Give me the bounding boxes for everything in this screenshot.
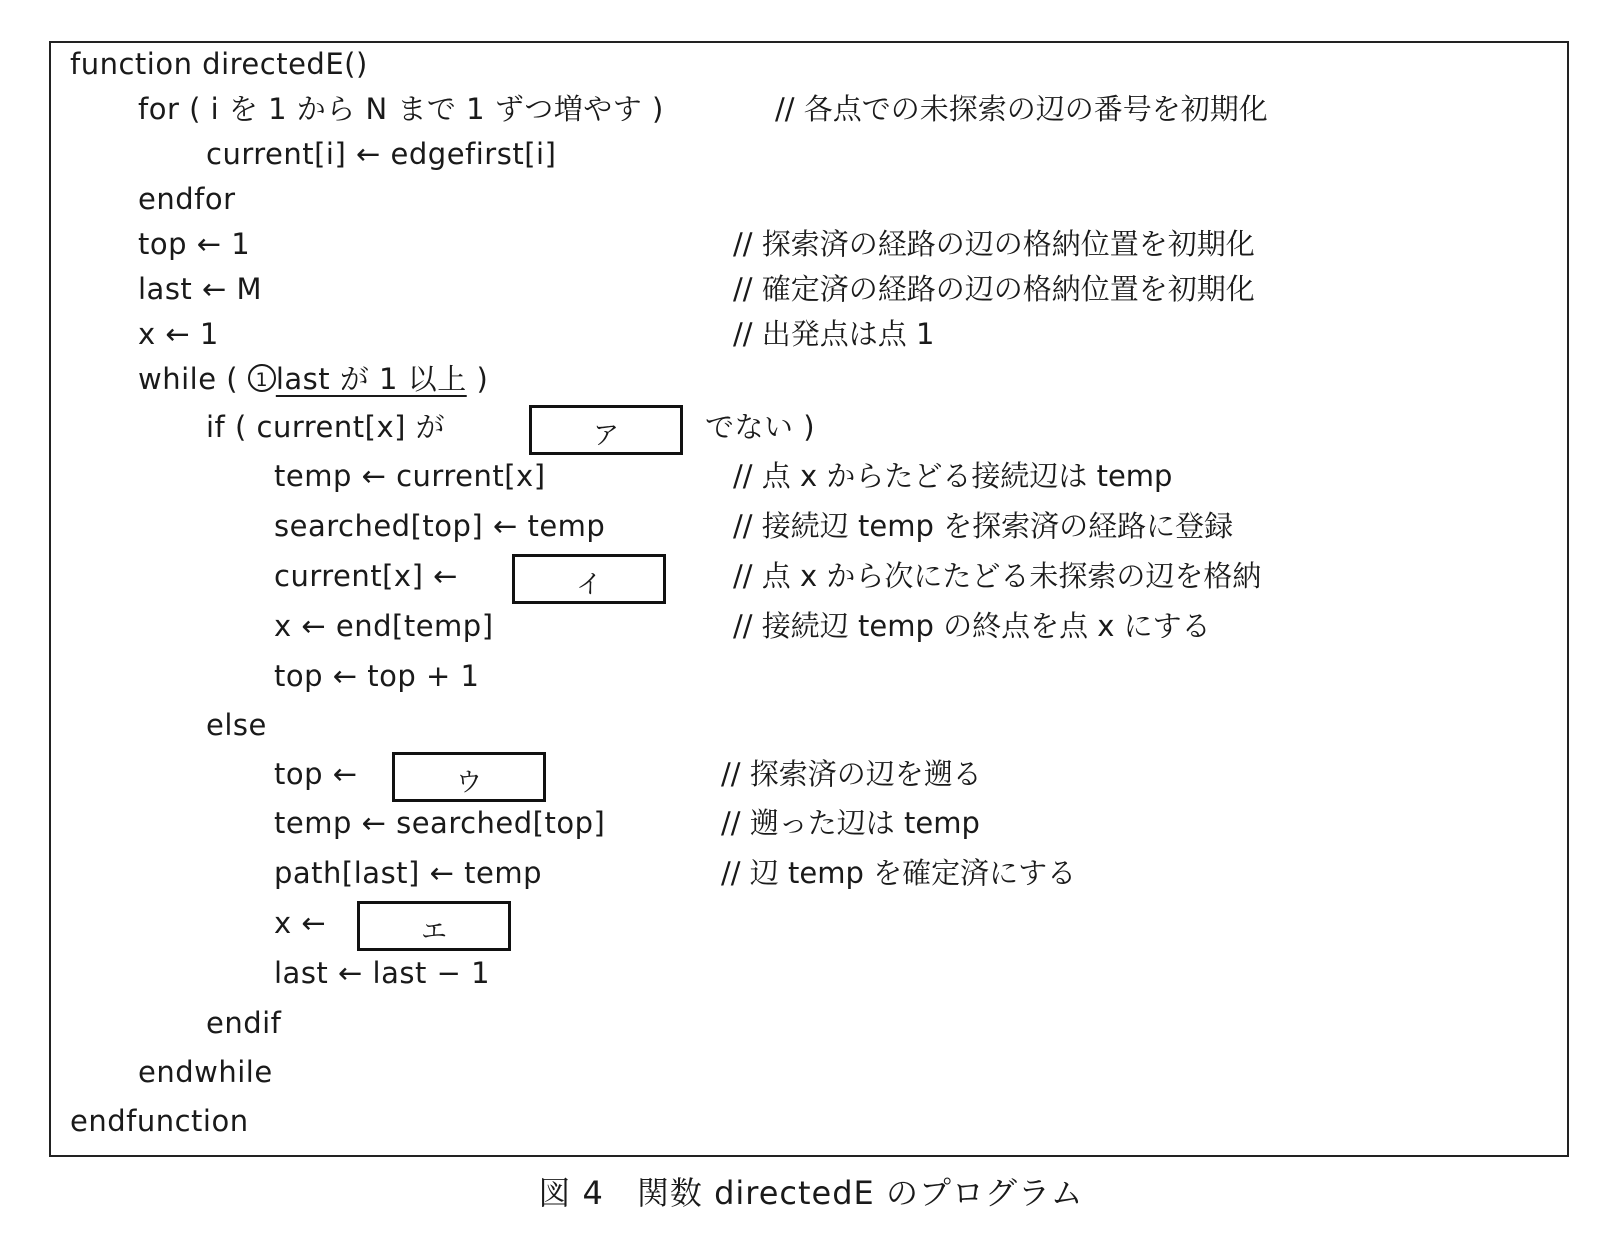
code-line-if: if ( current[x] が (206, 410, 446, 444)
comment-temp: // 点 x からたどる接続辺は temp (733, 459, 1173, 493)
code-line-path: path[last] ← temp (274, 856, 542, 890)
comment-searched: // 接続辺 temp を探索済の経路に登録 (733, 509, 1234, 543)
comment-end: // 接続辺 temp の終点を点 x にする (733, 609, 1211, 643)
comment-x: // 出発点は点 1 (733, 317, 935, 351)
code-line-if-tail: でない ) (705, 410, 816, 444)
blank-i (512, 554, 666, 604)
circled-number: 1 (248, 364, 276, 392)
figure-caption: 図 4 関数 directedE のプログラム (538, 1174, 1084, 1212)
code-line-else: else (206, 708, 267, 742)
code-line-x-end: x ← end[temp] (274, 609, 494, 643)
while-close: ) (466, 362, 489, 396)
blank-i-label: イ (575, 570, 602, 600)
code-line-endfunction: endfunction (70, 1104, 249, 1138)
underlined-condition (248, 362, 467, 396)
code-line-temp-searched: temp ← searched[top] (274, 806, 606, 840)
code-line-top-increment: top ← top + 1 (274, 659, 480, 693)
comment-traced: // 遡った辺は temp (721, 806, 980, 840)
comment-back: // 探索済の辺を遡る (721, 757, 982, 791)
code-line-last-init: last ← M (138, 272, 263, 306)
while-condition: last が 1 以上 (275, 362, 467, 396)
code-line-x-init: x ← 1 (138, 317, 219, 351)
code-line-endif: endif (206, 1006, 282, 1040)
code-line-while (138, 362, 488, 396)
code-line-top-init: top ← 1 (138, 227, 251, 261)
blank-u-label: ウ (455, 768, 482, 798)
code-line-top-back: top ← (274, 757, 358, 791)
blank-u (392, 752, 546, 802)
code-line-x-assign: x ← (274, 906, 327, 940)
code-line-temp-current: temp ← current[x] (274, 459, 546, 493)
blank-e (357, 901, 511, 951)
comment-current: // 点 x から次にたどる未探索の辺を格納 (733, 559, 1262, 593)
code-line-last-decrement: last ← last − 1 (274, 956, 491, 990)
blank-a-label: ア (592, 421, 619, 451)
blank-e-label: エ (420, 917, 447, 947)
comment-last: // 確定済の経路の辺の格納位置を初期化 (733, 272, 1255, 306)
comment-for: // 各点での未探索の辺の番号を初期化 (775, 92, 1268, 126)
comment-confirmed: // 辺 temp を確定済にする (721, 856, 1077, 890)
code-line-current-update: current[x] ← (274, 559, 458, 593)
code-line-for: for ( i を 1 から N まで 1 ずつ増やす ) (138, 92, 664, 126)
blank-a (529, 405, 683, 455)
while-keyword: while ( (138, 362, 248, 396)
comment-top: // 探索済の経路の辺の格納位置を初期化 (733, 227, 1255, 261)
code-line-endwhile: endwhile (138, 1055, 273, 1089)
code-line-current-init: current[i] ← edgefirst[i] (206, 137, 557, 171)
code-line-function: function directedE() (70, 47, 368, 81)
code-line-endfor: endfor (138, 182, 236, 216)
code-line-searched: searched[top] ← temp (274, 509, 606, 543)
